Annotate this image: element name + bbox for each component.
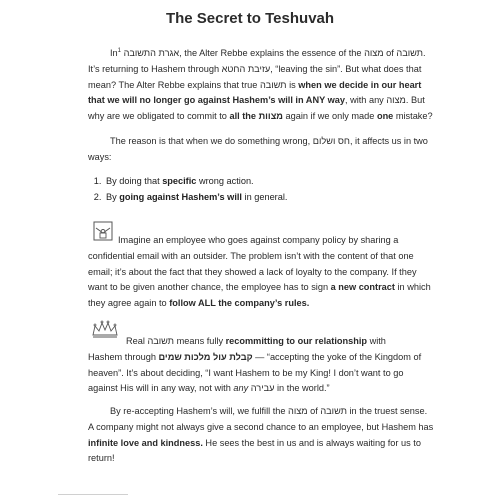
teshuvah-line-4: against His will in any way, not with any עבירה in the world.” (88, 383, 330, 394)
analogy-line-5: they agree again to follow ALL the company’s rules. (88, 298, 310, 309)
footnote-divider (58, 494, 128, 495)
paragraph-conclusion (88, 404, 463, 467)
intro-line-2: It’s returning to Hashem through עזיבת החטא, “leaving the sin”. But what does that (88, 63, 422, 74)
paragraph-intro (88, 46, 463, 125)
conclusion-line-2: A company might not always give a second chance to an employee, but Hashem has (88, 421, 434, 432)
intro-line-4: that we will no longer go against Hashem’s will in ANY way, with any מצוה. But (88, 95, 425, 106)
conclusion-line-3: infinite love and kindness. He sees the best in us and is always waiting for us to (88, 437, 421, 448)
analogy-line-1: Imagine an employee who goes against company policy by sharing a (118, 235, 399, 245)
paragraph-real-teshuvah (88, 334, 463, 397)
footnote-marker: 1 (117, 47, 122, 54)
analogy-line-2: confidential email with an outsider. The problem isn’t with the content of that one (88, 250, 414, 261)
intro-line-3: mean? The Alter Rebbe explains that true תשובה is when we decide in our heart (88, 79, 422, 90)
reason-line-1: The reason is that when we do something wrong, חס ושלום, it affects us in two (110, 136, 428, 146)
ways-list (88, 174, 464, 206)
teshuvah-line-1: Real תשובה means fully recommitting to our relationship with (126, 336, 386, 346)
reason-line-2: ways: (88, 151, 112, 162)
list-item: 2. By going against Hashem’s will in general. (104, 190, 464, 206)
paragraph-analogy (88, 233, 463, 312)
analogy-line-3: email; it’s about the fact that they showed a lack of loyalty to the company. If they (88, 266, 417, 277)
paragraph-reason (88, 134, 463, 166)
teshuvah-line-2: Hashem through קבלת עול מלכות שמים — “accepting the yoke of the Kingdom of (88, 351, 422, 362)
list-item: 1. By doing that specific wrong action. (104, 174, 464, 190)
conclusion-line-4: return! (88, 453, 115, 464)
teshuvah-line-3: heaven”. It’s about deciding, “I want Hashem to be my King! I don’t want to go (88, 367, 404, 378)
intro-line-5: why are we obligated to commit to all the מצוות again if we only made one mistake? (88, 111, 433, 122)
intro-line-1: In$^1$ אגרת התשובה, the Alter Rebbe explains the essence of the מצוה of תשובה. (110, 47, 426, 58)
analogy-line-4: want to be given another chance, the employee has to sign a new contract in which (88, 282, 431, 293)
page-title: The Secret to Teshuvah (165, 10, 335, 27)
conclusion-line-1: By re-accepting Hashem’s will, we fulfill the מצוה of תשובה in the truest sense. (110, 406, 428, 416)
